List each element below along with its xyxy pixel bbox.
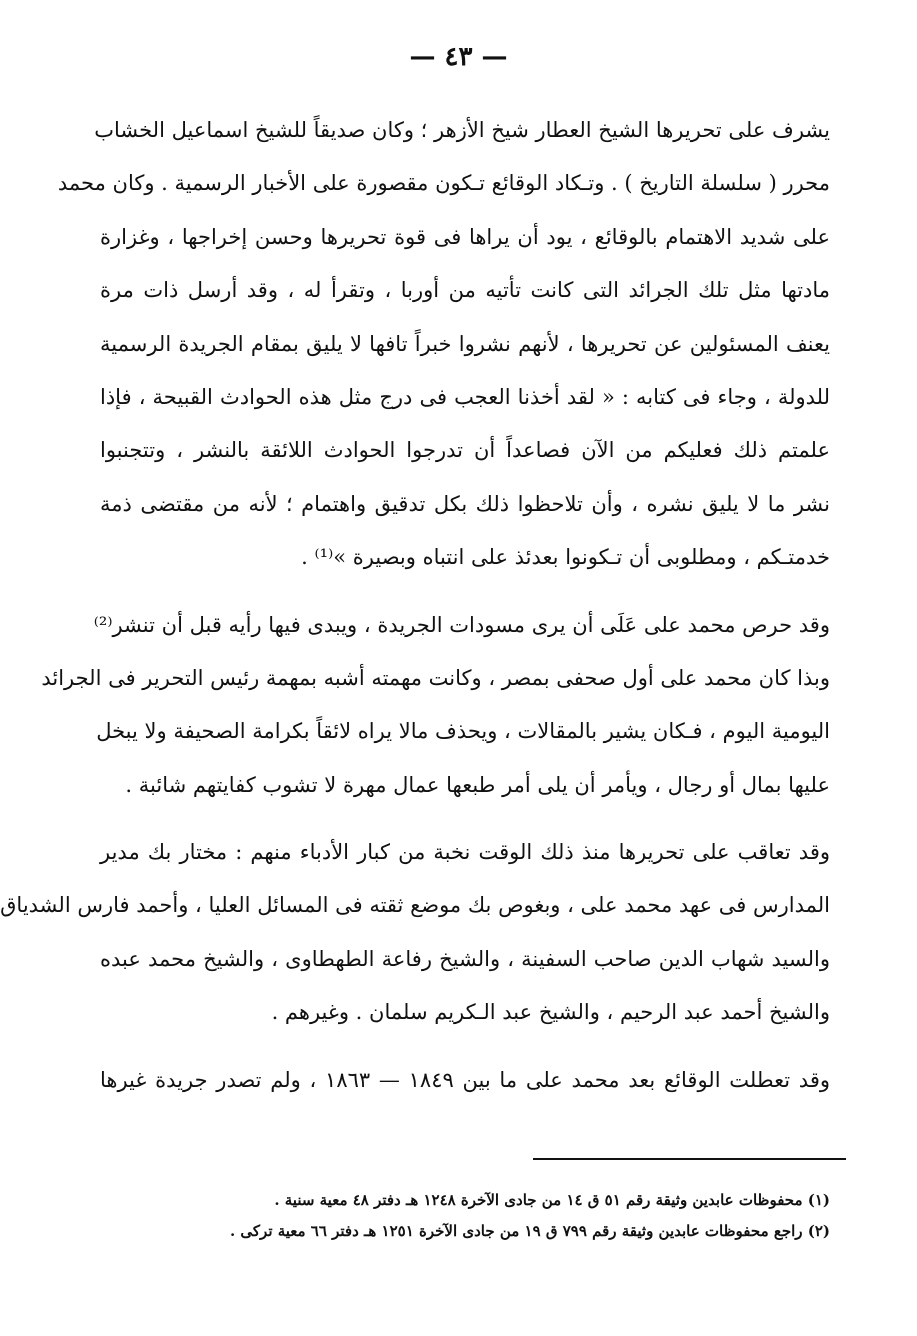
paragraph-gap	[100, 585, 830, 599]
paragraph-1-line-3: على شديد الاهتمام بالوقائع ، يود أن يراها فى قوة تحريرها وحسن إخراجها ، وغزارة	[100, 224, 830, 249]
paragraph-2-line-3: اليومية اليوم ، فـكان يشير بالمقالات ، ويحذف مالا يراه لائقاً بكرامة الصحيفة ولا يبخل	[96, 719, 830, 744]
paragraph-1-line-8: نشر ما لا يليق نشره ، وأن تلاحظوا ذلك بكل تدقيق واهتمام ؛ لأنه من مقتضى ذمة	[100, 491, 830, 516]
paragraph-4-line-1: وقد تعطلت الوقائع بعد محمد على ما بين ١٨٤٩ — ١٨٦٣ ، ولم تصدر جريدة غيرها	[100, 1067, 830, 1092]
paragraph-1-line-2: محرر ( سلسلة التاريخ ) . وتـكاد الوقائع تـكون مقصورة على الأخبار الرسمية . وكان محمد	[57, 171, 830, 196]
footnote-separator-rule	[533, 1158, 846, 1160]
paragraph-gap	[100, 1040, 830, 1054]
footnote-1: (١) محفوظات عابدين وثيقة رقم ٥١ ق ١٤ من جادى الآخرة ١٢٤٨ هـ دفتر ٤٨ معية سنية .	[274, 1191, 830, 1209]
page-number: — ٤٣ —	[409, 42, 508, 72]
paragraph-3-line-1: وقد تعاقب على تحريرها منذ ذلك الوقت نخبة من كبار الأدباء منهم : مختار بك مدير	[100, 840, 830, 865]
paragraph-1-line-6: للدولة ، وجاء فى كتابه : « لقد أخذنا العجب فى درج مثل هذه الحوادث القبيحة ، فإذا	[100, 384, 830, 409]
footnote-2: (٢) راجع محفوظات عابدين وثيقة رقم ٧٩٩ ق ١٩ من جادى الآخرة ١٢٥١ هـ دفتر ٦٦ معية تركى .	[229, 1222, 830, 1240]
paragraph-1-line-4: مادتها مثل تلك الجرائد التى كانت تأتيه من أوربا ، وتقرأ له ، وقد أرسل ذات مرة	[100, 278, 830, 303]
paragraph-2-line-4: عليها بمال أو رجال ، ويأمر أن يلى أمر طبعها عمال مهرة لا تشوب كفايتهم شائبة .	[125, 772, 830, 797]
footnotes	[100, 1185, 830, 1247]
paragraph-3-line-4: والشيخ أحمد عبد الرحيم ، والشيخ عبد الـكريم سلمان . وغيرهم .	[271, 1000, 830, 1025]
paragraph-1-line-1: يشرف على تحريرها الشيخ العطار شيخ الأزهر ؛ وكان صديقاً للشيخ اسماعيل الخشاب	[94, 118, 830, 142]
paragraph-3-line-3: والسيد شهاب الدين صاحب السفينة ، والشيخ رفاعة الطهطاوى ، والشيخ محمد عبده	[100, 946, 830, 971]
paragraph-2-line-1: وقد حرص محمد على عَلَى أن يرى مسودات الجريدة ، ويبدى فيها رأيه قبل أن تنشر⁽²⁾	[93, 612, 830, 637]
paragraph-1-line-7: علمتم ذلك فعليكم من الآن فصاعداً أن تدرجوا الحوادث اللائقة بالنشر ، وتتجنبوا	[100, 438, 830, 463]
paragraph-gap	[100, 812, 830, 826]
paragraph-1-line-9: خدمتـكم ، ومطلوبى أن تـكونوا بعدئذ على انتباه وبصيرة »⁽¹⁾ .	[301, 545, 830, 570]
paragraph-3-line-2: المدارس فى عهد محمد على ، وبغوص بك موضع ثقته فى المسائل العليا ، وأحمد فارس الشدياق	[0, 893, 830, 918]
paragraph-1-line-5: يعنف المسئولين عن تحريرها ، لأنهم نشروا خبراً تافها لا يليق بمقام الجريدة الرسمية	[100, 331, 830, 356]
body-text	[0, 104, 830, 1107]
paragraph-2-line-2: وبذا كان محمد على أول صحفى بمصر ، وكانت مهمته أشبه بمهمة رئيس التحرير فى الجرائد	[41, 665, 830, 690]
